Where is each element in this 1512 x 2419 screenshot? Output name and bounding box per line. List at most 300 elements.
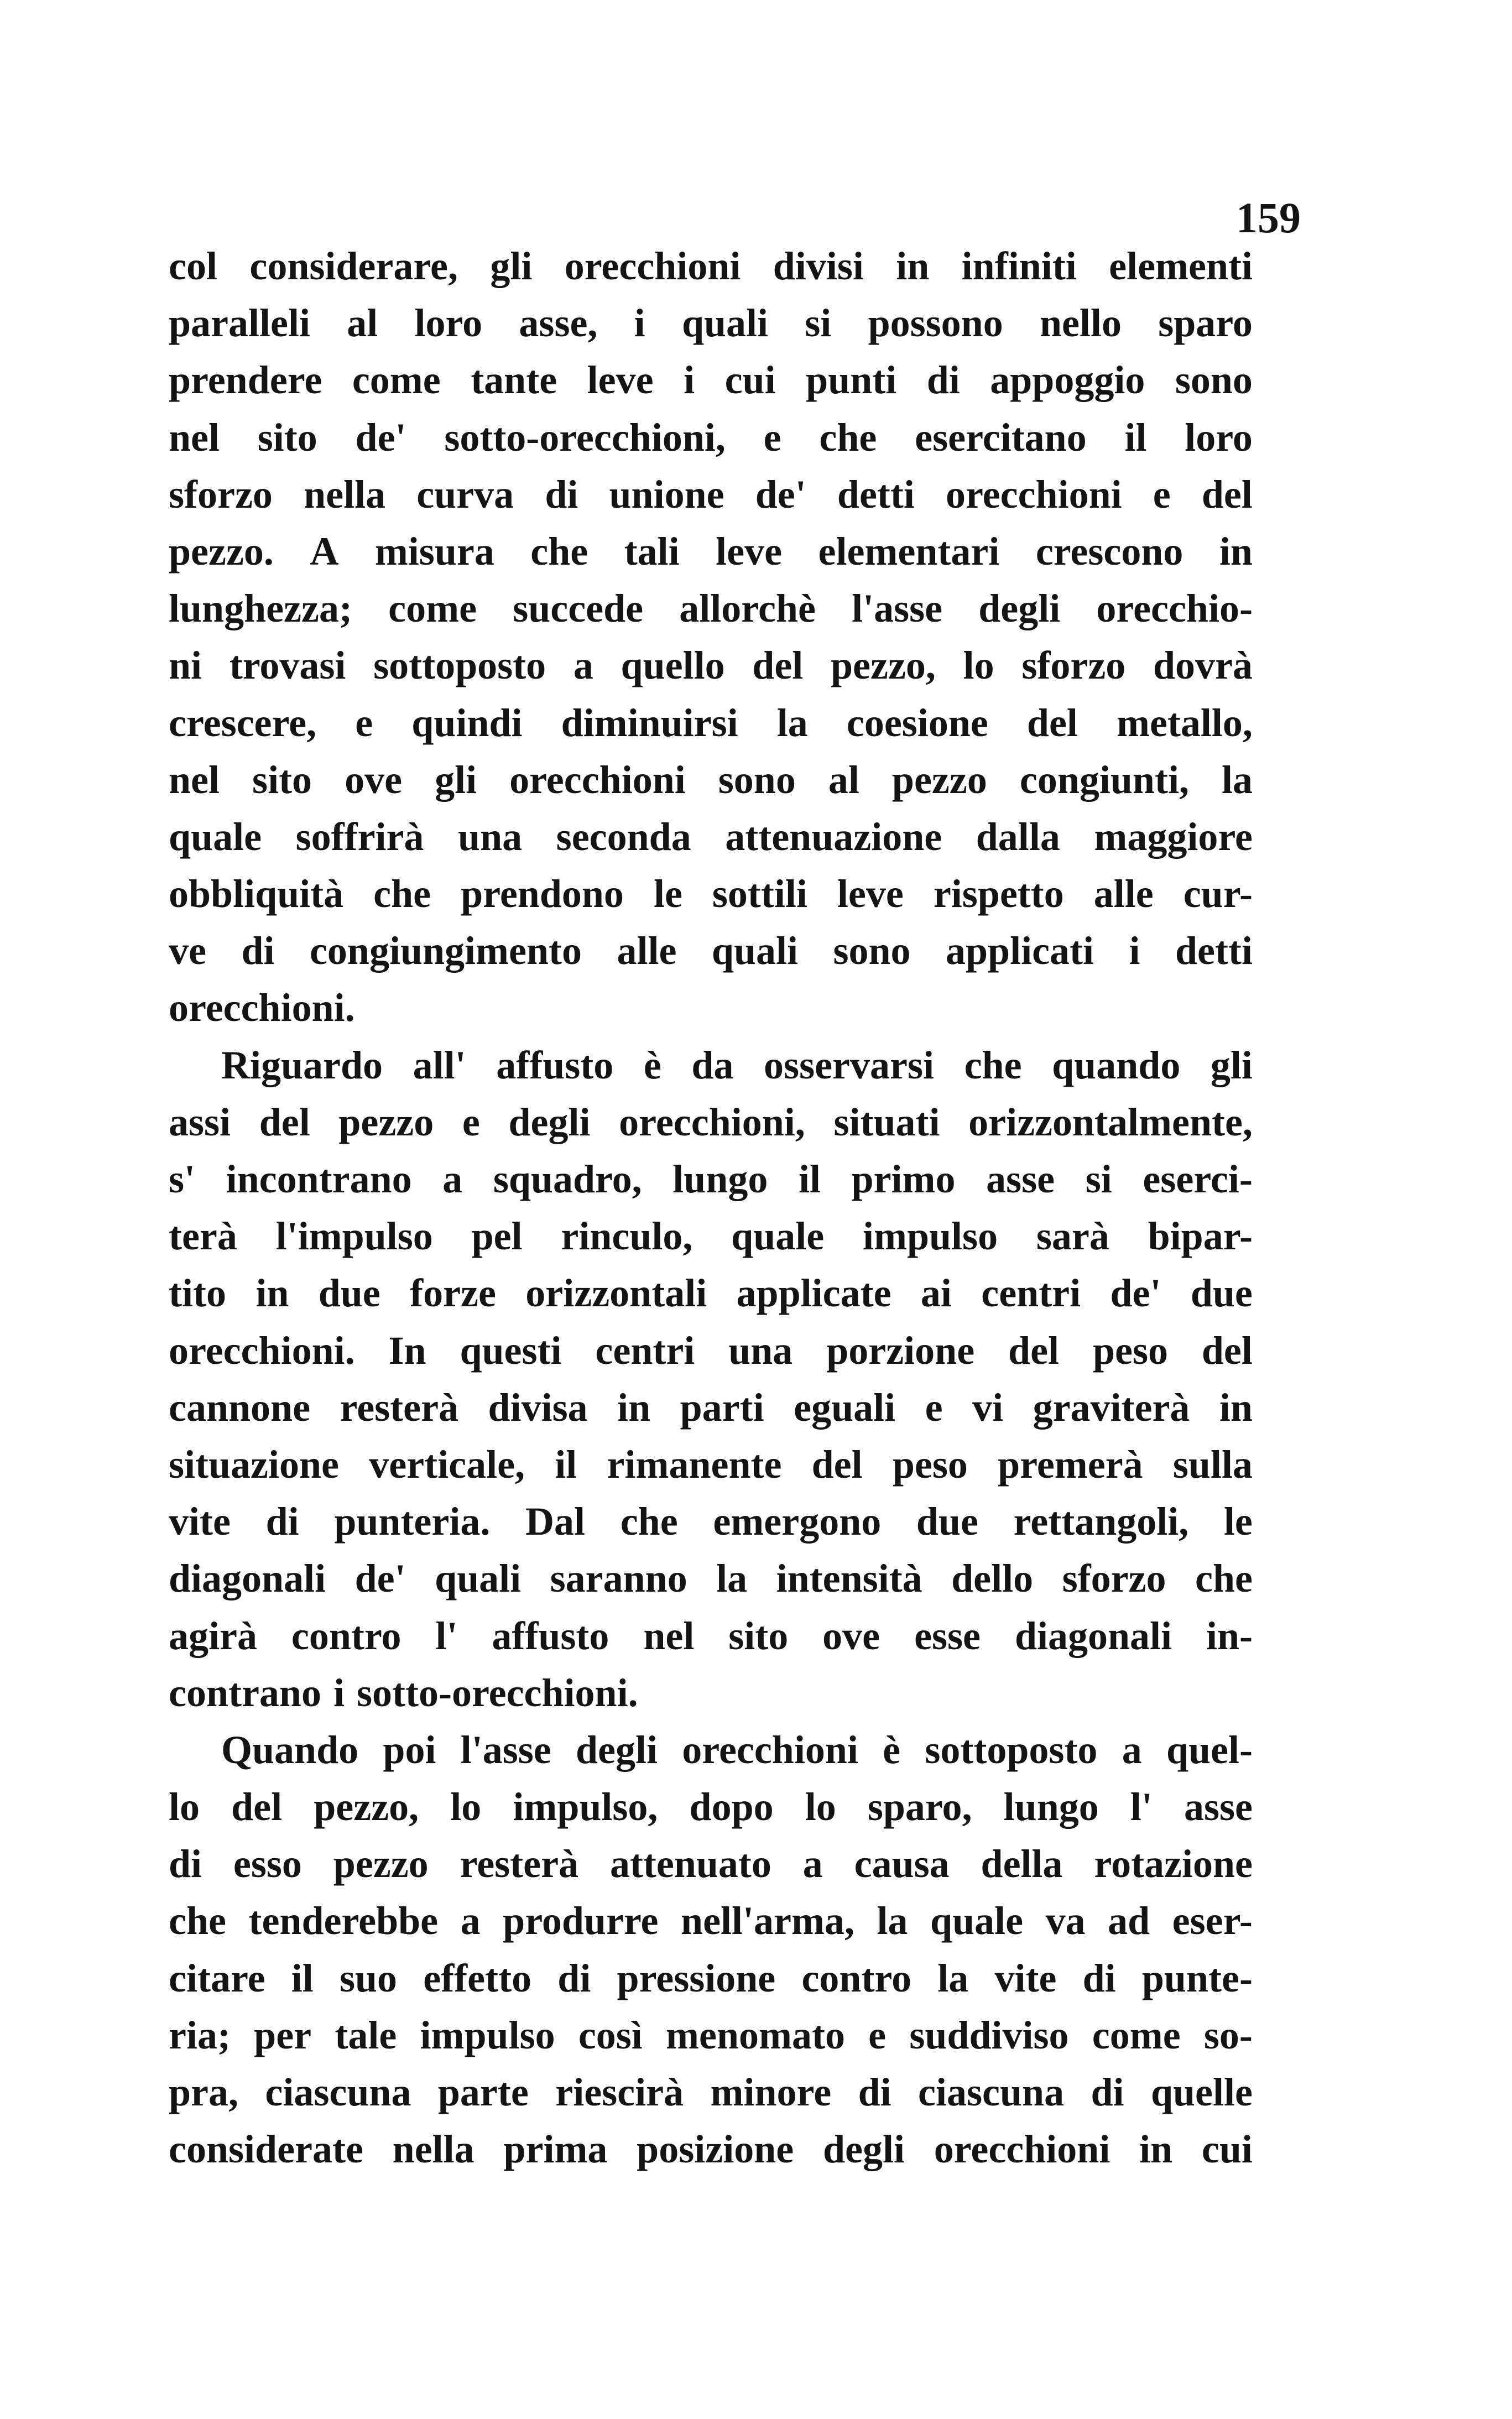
word: crescono	[1035, 529, 1183, 574]
word: de'	[755, 472, 806, 517]
word: trovasi	[229, 643, 346, 688]
word: sarà	[1036, 1214, 1109, 1259]
word: loro	[1185, 415, 1253, 460]
word: ciascuna	[918, 2070, 1065, 2114]
word: nella	[304, 472, 386, 517]
word: affusto	[496, 1042, 614, 1087]
word: orizzontali	[525, 1271, 707, 1316]
text-line	[169, 1779, 1253, 1836]
word: quali	[681, 301, 769, 346]
word: una	[728, 1328, 793, 1373]
word: dopo	[689, 1785, 774, 1829]
word: l'	[435, 1613, 458, 1658]
word: terà	[169, 1214, 237, 1259]
word: che	[1195, 1556, 1253, 1601]
word: resterà	[340, 1385, 459, 1430]
word: Riguardo	[221, 1042, 383, 1087]
text-line	[169, 1722, 1253, 1779]
word: quel-	[1166, 1727, 1253, 1772]
word: considerare,	[249, 244, 458, 288]
word: suo	[339, 1956, 398, 2000]
word: le	[1223, 1499, 1253, 1544]
word: cannone	[169, 1385, 311, 1430]
word: sotto-orecchioni,	[444, 415, 726, 460]
word: di	[1091, 2070, 1124, 2114]
word: sono	[1175, 358, 1253, 403]
word: dalla	[976, 814, 1060, 859]
word: di	[926, 358, 960, 403]
word: applicate	[736, 1271, 891, 1316]
word: e	[462, 1099, 480, 1144]
text-line	[169, 1836, 1253, 1893]
word: l'asse	[460, 1727, 551, 1772]
word: curva	[416, 472, 514, 517]
word: così	[578, 2013, 643, 2057]
text-line	[169, 580, 1253, 637]
word: elementari	[818, 529, 1000, 574]
word: de'	[1110, 1271, 1161, 1316]
word: poi	[383, 1727, 436, 1772]
word: coesione	[846, 700, 988, 745]
word: In	[388, 1328, 426, 1373]
word: congiunti,	[1019, 757, 1189, 802]
word: punte-	[1141, 1956, 1253, 2000]
word: e	[355, 700, 373, 745]
word: quale	[930, 1899, 1024, 1943]
text-line	[169, 1094, 1253, 1151]
word: all'	[413, 1042, 466, 1087]
word: pel	[471, 1214, 523, 1259]
word: prima	[503, 2127, 608, 2172]
word: peso	[892, 1442, 968, 1487]
word: degli	[978, 586, 1061, 631]
word: osservarsi	[764, 1042, 934, 1087]
word: ria;	[169, 2013, 231, 2057]
text-line	[169, 1608, 1253, 1665]
word: misura	[374, 529, 494, 574]
word: unione	[609, 472, 724, 517]
word: come	[1092, 2013, 1181, 2057]
word: leve	[837, 872, 904, 916]
word: in	[1139, 2127, 1173, 2172]
word: attenuato	[609, 1842, 771, 1886]
word: suddiviso	[909, 2013, 1069, 2057]
word: agirà	[169, 1613, 257, 1658]
word: contro	[291, 1613, 402, 1658]
word: possono	[868, 301, 1003, 346]
word: di	[858, 2070, 891, 2114]
word: porzione	[826, 1328, 975, 1373]
word: orecchio-	[1096, 586, 1253, 631]
word: sforzo	[1062, 1556, 1166, 1601]
text-line	[169, 1550, 1253, 1607]
word: punti	[806, 358, 897, 403]
word: sforzo	[169, 472, 273, 517]
word: di	[241, 929, 275, 973]
word: forze	[410, 1271, 496, 1316]
word: degli	[576, 1727, 658, 1772]
word: che	[530, 529, 588, 574]
word: vi	[972, 1385, 1004, 1430]
word: si	[805, 301, 832, 346]
word: attenuazione	[725, 814, 942, 859]
word: peso	[1092, 1328, 1168, 1373]
word: posizione	[637, 2127, 794, 2172]
text-line	[169, 1037, 1253, 1094]
text-line	[169, 1665, 1253, 1722]
word: che	[169, 1899, 226, 1943]
word: obbliquità	[169, 872, 344, 916]
word: rispetto	[933, 872, 1064, 916]
word: saranno	[550, 1556, 687, 1601]
word: sottoposto	[373, 643, 546, 688]
word: quali	[435, 1556, 522, 1601]
word: una	[458, 814, 523, 859]
word: graviterà	[1033, 1385, 1190, 1430]
word: tante	[471, 358, 557, 403]
word: prendono	[461, 872, 624, 916]
word: e	[925, 1385, 943, 1430]
word: vite	[169, 1499, 231, 1544]
word: i	[684, 358, 695, 403]
word: del	[231, 1785, 283, 1829]
word: nel	[169, 757, 220, 802]
word: paralleli	[169, 301, 310, 346]
word: esercitano	[915, 415, 1087, 460]
word: è	[883, 1727, 901, 1772]
word: tali	[624, 529, 680, 574]
word: che	[620, 1499, 678, 1544]
word: detti	[1175, 929, 1253, 973]
word: Dal	[525, 1499, 586, 1544]
word: pezzo	[891, 757, 987, 802]
word: pressione	[617, 1956, 776, 2000]
word: parte	[437, 2070, 529, 2114]
word: sparo	[1158, 301, 1253, 346]
word: centri	[595, 1328, 695, 1373]
word: alle	[617, 929, 677, 973]
word: impulso	[420, 2013, 555, 2057]
word: prendere	[169, 358, 322, 403]
word: assi	[169, 1099, 231, 1144]
word: dello	[951, 1556, 1034, 1601]
word: alle	[1093, 872, 1154, 916]
word: quali	[711, 929, 798, 973]
word: vite	[994, 1956, 1057, 2000]
word: come	[352, 358, 441, 403]
word: cui	[724, 358, 776, 403]
word: tito	[169, 1271, 226, 1316]
word: l'	[1130, 1785, 1153, 1829]
word: sottili	[712, 872, 807, 916]
word: Quando	[221, 1727, 359, 1772]
word: metallo,	[1117, 700, 1253, 745]
word: pezzo.	[169, 529, 274, 574]
word: il	[798, 1157, 821, 1201]
word: e	[868, 2013, 887, 2057]
text-line	[169, 2064, 1253, 2121]
text-line	[169, 1265, 1253, 1322]
word: a	[460, 1899, 481, 1943]
word: emergono	[713, 1499, 882, 1544]
word: lo	[169, 1785, 200, 1829]
word: orecchioni	[946, 472, 1122, 517]
word: col	[169, 244, 217, 288]
word: de'	[354, 1556, 406, 1601]
word: asse,	[519, 301, 598, 346]
word: esse	[914, 1613, 981, 1658]
word: a	[442, 1157, 463, 1201]
word: resterà	[460, 1842, 579, 1886]
word: orecchioni	[682, 1727, 858, 1772]
word: ciascuna	[265, 2070, 411, 2114]
word: leve	[716, 529, 783, 574]
word: sotto-orecchioni.	[357, 1670, 638, 1715]
word: eserci-	[1143, 1157, 1253, 1201]
word: ad	[1108, 1899, 1150, 1943]
word: sforzo	[1021, 643, 1126, 688]
word: allorchè	[679, 586, 816, 631]
text-line	[169, 695, 1253, 752]
word: asse	[1183, 1785, 1253, 1829]
text-line	[169, 1322, 1253, 1379]
word: squadro,	[493, 1157, 642, 1201]
word: pezzo	[338, 1099, 434, 1144]
word: di	[265, 1499, 299, 1544]
word: produrre	[503, 1899, 659, 1943]
word: esso	[233, 1842, 302, 1886]
word: intensità	[776, 1556, 922, 1601]
word: di	[545, 472, 578, 517]
word: lo	[963, 643, 994, 688]
word: orecchioni	[564, 244, 741, 288]
text-line	[169, 1379, 1253, 1436]
word: il	[1124, 415, 1147, 460]
text-line	[169, 2121, 1253, 2178]
word: quelle	[1150, 2070, 1253, 2114]
word: al	[828, 757, 859, 802]
word: diagonali	[1014, 1613, 1172, 1658]
word: minore	[710, 2070, 832, 2114]
text-line	[169, 1893, 1253, 1949]
word: congiungimento	[309, 929, 582, 973]
word: sono	[718, 757, 796, 802]
word: impulso,	[513, 1785, 658, 1829]
word: primo	[851, 1157, 956, 1201]
word: del	[1008, 1328, 1060, 1373]
text-line	[169, 1950, 1253, 2007]
word: eser-	[1172, 1899, 1253, 1943]
word: pezzo,	[831, 643, 936, 688]
word: orecchioni.	[169, 986, 355, 1030]
word: ve	[169, 929, 206, 973]
word: due	[1190, 1271, 1253, 1316]
word: riescirà	[555, 2070, 684, 2114]
word: si	[1085, 1157, 1112, 1201]
word: lo	[805, 1785, 836, 1829]
word: pezzo,	[314, 1785, 419, 1829]
word: due	[916, 1499, 978, 1544]
text-line	[169, 466, 1253, 523]
word: di	[1082, 1956, 1116, 2000]
word: A	[310, 529, 339, 574]
word: rotazione	[1094, 1842, 1253, 1886]
word: nella	[392, 2127, 475, 2172]
word: so-	[1203, 2013, 1253, 2057]
word: la	[776, 700, 808, 745]
word: detti	[837, 472, 915, 517]
word: nello	[1039, 301, 1122, 346]
word: seconda	[556, 814, 691, 859]
word: sparo,	[867, 1785, 972, 1829]
word: contro	[801, 1956, 912, 2000]
text-line	[169, 295, 1253, 352]
word: leve	[587, 358, 654, 403]
word: parti	[680, 1385, 764, 1430]
word: ove	[822, 1613, 880, 1658]
word: orizzontalmente,	[968, 1099, 1253, 1144]
word: la	[877, 1899, 908, 1943]
word: infiniti	[961, 244, 1077, 288]
word: lunghezza;	[169, 586, 352, 631]
word: del	[1201, 472, 1253, 517]
word: è	[643, 1042, 661, 1087]
word: citare	[169, 1956, 265, 2000]
word: del	[259, 1099, 310, 1144]
word: lo	[450, 1785, 482, 1829]
text-line	[169, 979, 1253, 1036]
page-number: 159	[1236, 194, 1301, 242]
word: effetto	[423, 1956, 532, 2000]
word: i	[1129, 929, 1140, 973]
text-line	[169, 752, 1253, 809]
word: a	[802, 1842, 823, 1886]
word: sito	[728, 1613, 789, 1658]
word: il	[291, 1956, 314, 2000]
word: i	[634, 301, 645, 346]
word: punteria.	[334, 1499, 491, 1544]
word: della	[981, 1842, 1063, 1886]
word: situati	[833, 1099, 940, 1144]
word: che	[373, 872, 431, 916]
word: sottoposto	[925, 1727, 1098, 1772]
text-line	[169, 523, 1253, 580]
word: del	[752, 643, 804, 688]
word: del	[1026, 700, 1078, 745]
word: ni	[169, 643, 202, 688]
word: gli	[435, 757, 477, 802]
word: diagonali	[169, 1556, 326, 1601]
word: soffrirà	[295, 814, 424, 859]
word: ove	[345, 757, 403, 802]
word: a	[573, 643, 593, 688]
text-line	[169, 352, 1253, 409]
word: pra,	[169, 2070, 238, 2114]
text-line	[169, 409, 1253, 466]
word: tale	[335, 2013, 397, 2057]
word: del	[1201, 1328, 1253, 1373]
word: quale	[731, 1214, 825, 1259]
word: contrano	[169, 1670, 321, 1715]
word: degli	[508, 1099, 591, 1144]
word: in	[617, 1385, 651, 1430]
word: di	[169, 1842, 202, 1886]
word: considerate	[169, 2127, 363, 2172]
word: la	[1221, 757, 1253, 802]
word: lungo	[672, 1157, 768, 1201]
word: la	[716, 1556, 748, 1601]
word: affusto	[492, 1613, 609, 1658]
text-line	[169, 1493, 1253, 1550]
word: in	[1219, 1385, 1253, 1430]
word: quello	[621, 643, 725, 688]
word: per	[254, 2013, 312, 2057]
word: de'	[355, 415, 406, 460]
word: gli	[490, 244, 533, 288]
text-line	[169, 637, 1253, 694]
word: maggiore	[1094, 814, 1253, 859]
word: l'asse	[852, 586, 943, 631]
text-line	[169, 2007, 1253, 2064]
word: questi	[460, 1328, 562, 1373]
word: che	[819, 415, 877, 460]
word: crescere,	[169, 700, 317, 745]
word: impulso	[862, 1214, 998, 1259]
word: cur-	[1183, 872, 1253, 916]
word: orecchioni	[934, 2127, 1110, 2172]
word: loro	[414, 301, 483, 346]
word: pezzo	[333, 1842, 429, 1886]
text-line	[169, 1436, 1253, 1493]
word: a	[1122, 1727, 1142, 1772]
word: gli	[1210, 1042, 1253, 1087]
word: l'impulso	[275, 1214, 433, 1259]
word: al	[347, 301, 378, 346]
word: sito	[257, 415, 317, 460]
word: da	[691, 1042, 734, 1087]
word: nell'arma,	[681, 1899, 854, 1943]
word: del	[811, 1442, 863, 1487]
text-line	[169, 809, 1253, 866]
word: nel	[643, 1613, 695, 1658]
word: tenderebbe	[248, 1899, 439, 1943]
text-line	[169, 1151, 1253, 1208]
word: il	[555, 1442, 577, 1487]
word: situazione	[169, 1442, 340, 1487]
word: sulla	[1172, 1442, 1253, 1487]
word: dovrà	[1153, 643, 1253, 688]
word: e	[763, 415, 781, 460]
word: in-	[1206, 1613, 1253, 1658]
word: la	[937, 1956, 969, 2000]
word: degli	[822, 2127, 905, 2172]
word: s'	[169, 1157, 196, 1201]
word: verticale,	[369, 1442, 525, 1487]
word: premerà	[998, 1442, 1143, 1487]
word: lungo	[1003, 1785, 1099, 1829]
word: bipar-	[1148, 1214, 1253, 1259]
word: in	[896, 244, 930, 288]
word: sito	[252, 757, 312, 802]
word: orecchioni,	[619, 1099, 805, 1144]
word: eguali	[794, 1385, 896, 1430]
word: di	[557, 1956, 591, 2000]
word: elementi	[1109, 244, 1253, 288]
word: quindi	[411, 700, 523, 745]
body-text	[169, 238, 1253, 2178]
text-line	[169, 1208, 1253, 1265]
word: divisa	[488, 1385, 588, 1430]
